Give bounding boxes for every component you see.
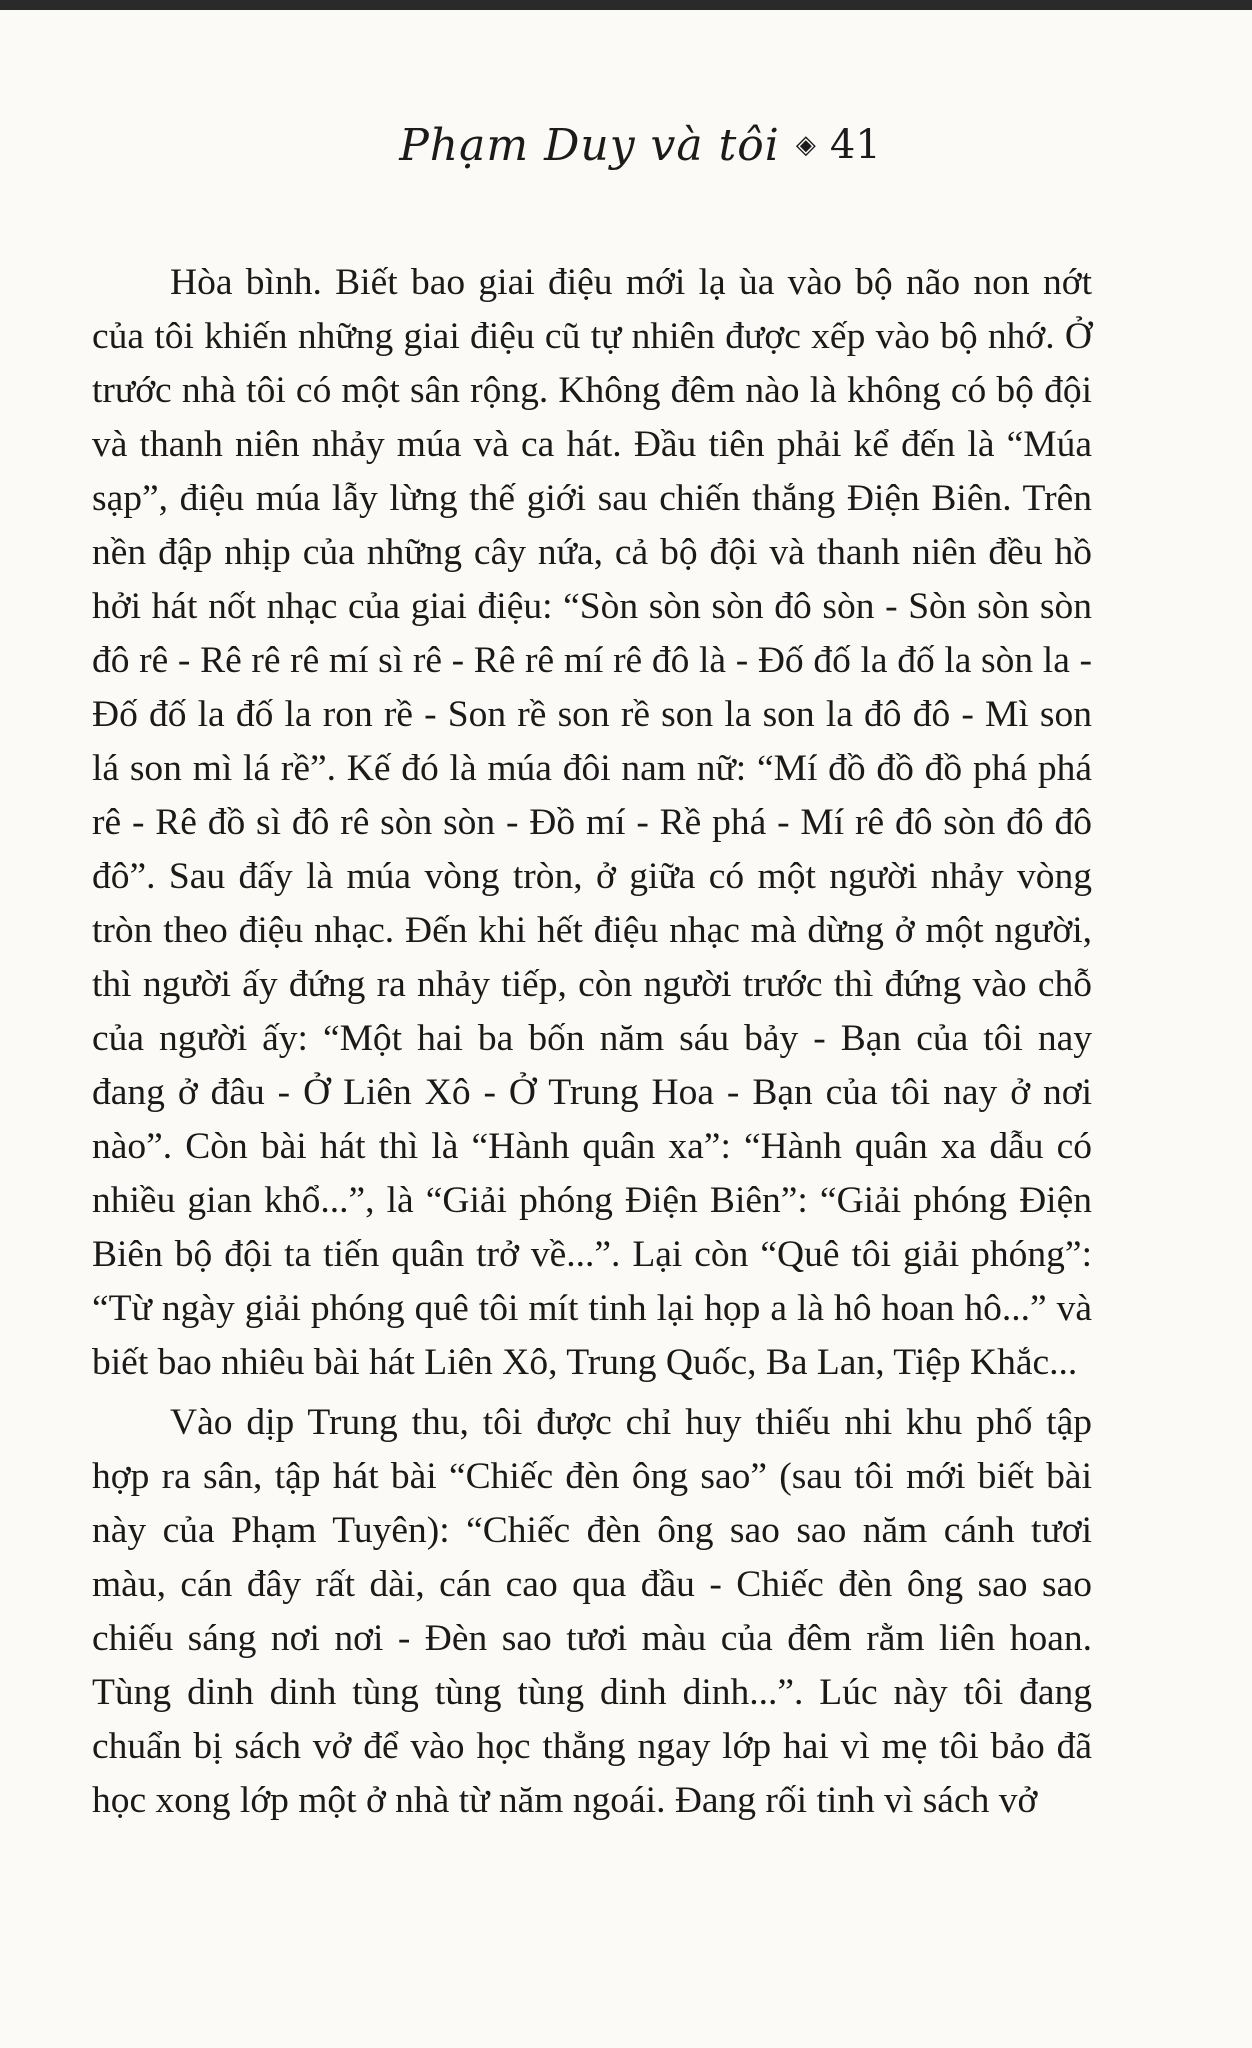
running-header [360, 105, 920, 185]
body-text [92, 256, 1092, 1828]
paragraph-1: Hòa bình. Biết bao giai điệu mới lạ ùa vào bộ não non nớt của tôi khiến những giai điệu cũ tự nhiên được xếp vào bộ nhớ. Ở trước nhà tôi có một sân rộng. Không đêm nào là không có bộ đội và thanh niên nhảy múa và ca hát. Đầu tiên phải kể đến là “Múa sạp”, điệu múa lẫy lừng thế giới sau chiến thắng Điện Biên. Trên nền đập nhịp của những cây nứa, cả bộ đội và thanh niên đều hồ hởi hát nốt nhạc của giai điệu: “Sòn sòn sòn đô sòn - Sòn sòn sòn đô rê - Rê rê rê mí sì rê - Rê rê mí rê đô là - Đố đố la đố la sòn la - Đố đố la đố la ron rề - Son rề son rề son la son la đô đô - Mì son lá son mì lá rề”. Kế đó là múa đôi nam nữ: “Mí đồ đồ đồ phá phá rê - Rê đồ sì đô rê sòn sòn - Đồ mí - Rề phá - Mí rê đô sòn đô đô đô”. Sau đấy là múa vòng tròn, ở giữa có một người nhảy vòng tròn theo điệu nhạc. Đến khi hết điệu nhạc mà dừng ở một người, thì người ấy đứng ra nhảy tiếp, còn người trước thì đứng vào chỗ của người ấy: “Một hai ba bốn năm sáu bảy - Bạn của tôi nay đang ở đâu - Ở Liên Xô - Ở Trung Hoa - Bạn của tôi nay ở nơi nào”. Còn bài hát thì là “Hành quân xa”: “Hành quân xa dẫu có nhiều gian khổ...”, là “Giải phóng Điện Biên”: “Giải phóng Điện Biên bộ đội ta tiến quân trở về...”. Lại còn “Quê tôi giải phóng”: “Từ ngày giải phóng quê tôi mít tinh lại họp a là hô hoan hô...” và biết bao nhiêu bài hát Liên Xô, Trung Quốc, Ba Lan, Tiệp Khắc... [92, 262, 1092, 1383]
diamond-separator-icon: ◈ [795, 130, 816, 160]
top-edge-rule [0, 0, 1252, 10]
book-title: Phạm Duy và tôi [399, 119, 780, 171]
paragraph-2: Vào dịp Trung thu, tôi được chỉ huy thiếu nhi khu phố tập hợp ra sân, tập hát bài “Chiếc đèn ông sao” (sau tôi mới biết bài này của Phạm Tuyên): “Chiếc đèn ông sao sao năm cánh tươi màu, cán đây rất dài, cán cao qua đầu - Chiếc đèn ông sao sao chiếu sáng nơi nơi - Đèn sao tươi màu của đêm rằm liên hoan. Tùng dinh dinh tùng tùng tùng dinh dinh...”. Lúc này tôi đang chuẩn bị sách vở để vào học thẳng ngay lớp hai vì mẹ tôi bảo đã học xong lớp một ở nhà từ năm ngoái. Đang rối tinh vì sách vở [92, 1402, 1092, 1821]
page-number: 41 [829, 122, 881, 168]
